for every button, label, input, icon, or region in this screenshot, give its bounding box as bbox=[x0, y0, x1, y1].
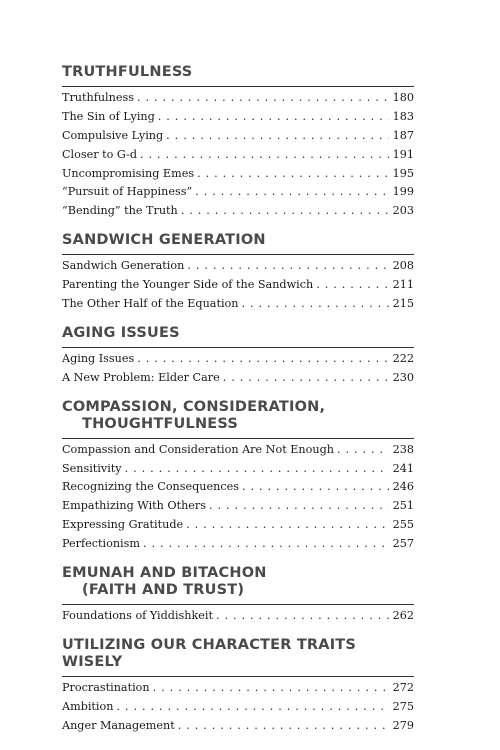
page-number: 246 bbox=[392, 480, 414, 494]
toc-entry[interactable] bbox=[62, 478, 414, 497]
entry-title: Truthfulness bbox=[62, 91, 134, 104]
dot-leader bbox=[186, 516, 389, 535]
entry-title: The Sin of Lying bbox=[62, 109, 155, 123]
section-heading-line: COMPASSION, CONSIDERATION, bbox=[62, 398, 326, 415]
section-heading-line: THOUGHTFULNESS bbox=[82, 415, 239, 432]
section-heading bbox=[62, 325, 414, 348]
entry-title: Procrastination bbox=[62, 680, 150, 694]
toc-entry[interactable] bbox=[62, 679, 414, 698]
dot-leader bbox=[116, 698, 388, 717]
toc-entry[interactable] bbox=[62, 202, 414, 221]
page-number: 199 bbox=[392, 185, 414, 199]
page-number: 183 bbox=[392, 109, 414, 123]
dot-leader bbox=[242, 478, 389, 497]
dot-leader bbox=[209, 497, 389, 516]
toc-section bbox=[62, 64, 414, 221]
entry-title: Foundations of Yiddishkeit bbox=[62, 609, 213, 623]
dot-leader bbox=[140, 146, 389, 165]
page-number: 195 bbox=[392, 166, 414, 180]
entry-title: “Pursuit of Happiness” bbox=[62, 185, 193, 199]
toc-entry[interactable] bbox=[62, 350, 414, 369]
toc-entry[interactable] bbox=[62, 295, 414, 314]
toc-entry[interactable] bbox=[62, 460, 414, 479]
entry-title: Perfectionism bbox=[62, 537, 140, 551]
section-heading bbox=[62, 399, 414, 439]
page-number: 262 bbox=[392, 609, 414, 623]
page-number: 251 bbox=[392, 499, 414, 513]
page-number: 187 bbox=[392, 128, 414, 142]
toc-entry[interactable] bbox=[62, 183, 414, 202]
dot-leader bbox=[137, 350, 388, 369]
page-number: 238 bbox=[392, 442, 414, 456]
section-heading-line: AGING ISSUES bbox=[62, 324, 180, 341]
page-number: 255 bbox=[392, 518, 414, 532]
toc-entry[interactable] bbox=[62, 441, 414, 460]
dot-leader bbox=[158, 108, 389, 127]
toc-entry[interactable] bbox=[62, 165, 414, 184]
entry-title: Parenting the Younger Side of the Sandwich bbox=[62, 278, 314, 292]
toc-entry[interactable] bbox=[62, 369, 414, 388]
section-heading bbox=[62, 64, 414, 87]
toc-section bbox=[62, 232, 414, 314]
toc-section bbox=[62, 325, 414, 388]
page-number: 215 bbox=[392, 297, 414, 311]
page-number: 241 bbox=[392, 461, 414, 475]
entry-title: Sensitivity bbox=[62, 461, 122, 475]
dot-leader bbox=[178, 717, 389, 736]
entry-title: Compassion and Consideration Are Not Enough bbox=[62, 442, 334, 456]
dot-leader bbox=[137, 89, 389, 108]
toc-entry[interactable] bbox=[62, 497, 414, 516]
entry-title: “Bending” the Truth bbox=[62, 204, 178, 218]
entry-title: Sandwich Generation bbox=[62, 259, 185, 273]
page-number: 279 bbox=[392, 718, 414, 732]
page-number: 191 bbox=[392, 147, 414, 161]
toc-section bbox=[62, 565, 414, 626]
table-of-contents bbox=[62, 64, 414, 736]
toc-entry[interactable] bbox=[62, 607, 414, 626]
entry-title: Expressing Gratitude bbox=[62, 518, 184, 532]
page-number: 208 bbox=[392, 259, 414, 273]
toc-entry[interactable] bbox=[62, 276, 414, 295]
dot-leader bbox=[197, 165, 389, 184]
section-heading bbox=[62, 565, 414, 605]
toc-entry[interactable] bbox=[62, 717, 414, 736]
toc-entry[interactable] bbox=[62, 146, 414, 165]
toc-entry[interactable] bbox=[62, 108, 414, 127]
dot-leader bbox=[187, 257, 388, 276]
page-number: 222 bbox=[392, 351, 414, 365]
entry-title: Recognizing the Consequences bbox=[62, 480, 239, 494]
page-number: 211 bbox=[392, 278, 414, 292]
dot-leader bbox=[216, 607, 389, 626]
entry-title: Compulsive Lying bbox=[62, 128, 164, 142]
entry-title: Empathizing With Others bbox=[62, 499, 207, 513]
toc-entry[interactable] bbox=[62, 698, 414, 717]
dot-leader bbox=[166, 127, 388, 146]
page-number: 257 bbox=[392, 537, 414, 551]
entry-title: Closer to G-d bbox=[62, 147, 138, 161]
dot-leader bbox=[125, 460, 389, 479]
dot-leader bbox=[316, 276, 388, 295]
page-number: 203 bbox=[392, 204, 414, 218]
dot-leader bbox=[153, 679, 389, 698]
toc-entry[interactable] bbox=[62, 127, 414, 146]
dot-leader bbox=[337, 441, 389, 460]
section-heading bbox=[62, 232, 414, 255]
entry-title: Uncompromising Emes bbox=[62, 166, 195, 180]
toc-entry[interactable] bbox=[62, 257, 414, 276]
section-heading-line: UTILIZING OUR CHARACTER TRAITS WISELY bbox=[62, 636, 357, 670]
dot-leader bbox=[223, 369, 389, 388]
dot-leader bbox=[195, 183, 388, 202]
toc-section bbox=[62, 399, 414, 554]
section-heading-line: SANDWICH GENERATION bbox=[62, 232, 266, 249]
section-heading-line: (FAITH AND TRUST) bbox=[82, 582, 245, 599]
dot-leader bbox=[181, 202, 389, 221]
entry-title: Aging Issues bbox=[62, 351, 135, 365]
entry-title: A New Problem: Elder Care bbox=[62, 370, 220, 384]
toc-entry[interactable] bbox=[62, 89, 414, 108]
page-number: 180 bbox=[392, 91, 414, 104]
dot-leader bbox=[241, 295, 388, 314]
dot-leader bbox=[143, 535, 389, 554]
toc-section bbox=[62, 637, 414, 736]
entry-title: Anger Management bbox=[62, 718, 175, 732]
page-number: 272 bbox=[392, 680, 414, 694]
entry-title: The Other Half of the Equation bbox=[62, 297, 239, 311]
section-heading-line: TRUTHFULNESS bbox=[62, 64, 193, 80]
toc-entry[interactable] bbox=[62, 516, 414, 535]
section-heading bbox=[62, 637, 414, 677]
page-number: 275 bbox=[392, 699, 414, 713]
section-heading-line: EMUNAH AND BITACHON bbox=[62, 565, 267, 582]
toc-entry[interactable] bbox=[62, 535, 414, 554]
entry-title: Ambition bbox=[62, 699, 114, 713]
page-number: 230 bbox=[392, 370, 414, 384]
